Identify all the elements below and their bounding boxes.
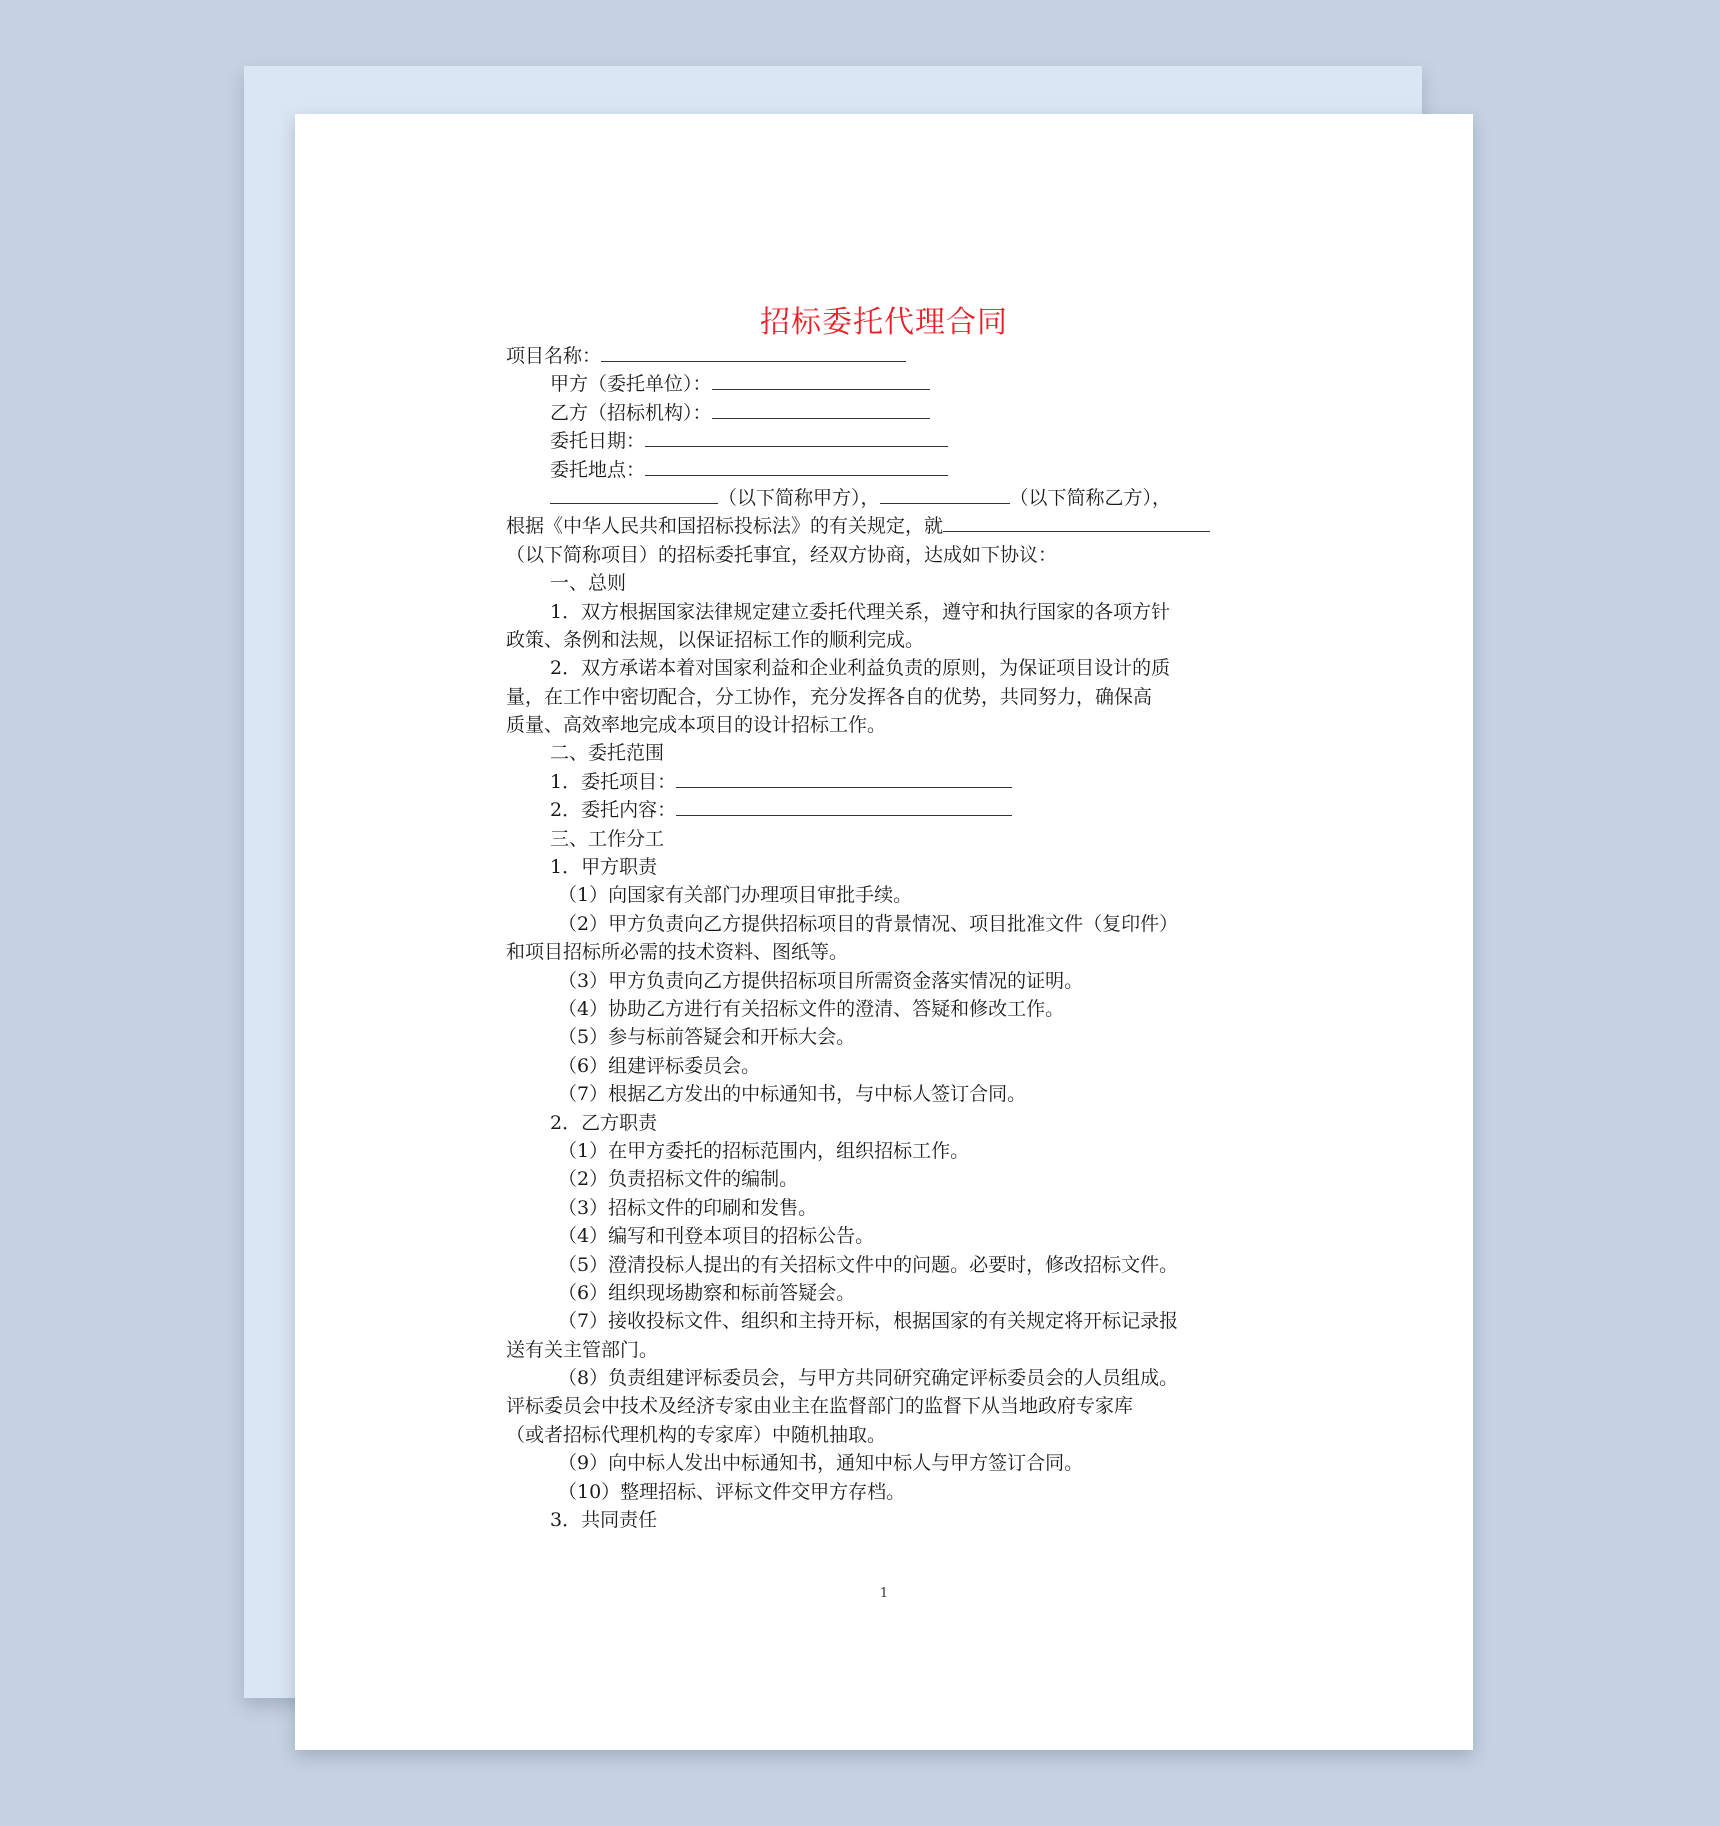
project-name-label: 项目名称： [506,345,602,367]
party-b-duty-6: （6）组织现场勘察和标前答疑会。 [558,1281,856,1304]
commission-place-line [506,456,1264,484]
commission-date-label: 委托日期： [550,430,646,453]
document-title: 招标委托代理合同 [760,305,1008,340]
party-b-line [506,399,1264,427]
party-a-label: 甲方（委托单位）： [550,373,712,396]
preamble-abbr-a: （以下简称甲方）， [718,486,880,509]
party-b-name-blank [880,484,1010,504]
section-1-item-1-line-1: 1．双方根据国家法律规定建立委托代理关系，遵守和执行国家的各项方针 [550,600,1171,623]
section-1-item-2-line-1: 2．双方承诺本着对国家利益和企业利益负责的原则，为保证项目设计的质 [550,657,1171,680]
preamble-line-3 [506,541,1264,569]
section-1-item-1-line-2: 政策、条例和法规，以保证招标工作的顺利完成。 [506,628,925,651]
preamble-abbr-b: （以下简称乙方）， [1009,486,1172,509]
section-1-item-2-line-3: 质量、高效率地完成本项目的设计招标工作。 [506,714,887,737]
section-2-heading: 二、委托范围 [550,742,665,765]
party-a-line [506,370,1264,398]
party-b-duty-7-line-2: 送有关主管部门。 [506,1338,659,1361]
joint-duties-heading: 3．共同责任 [550,1509,658,1532]
party-b-duty-1: （1）在甲方委托的招标范围内，组织招标工作。 [558,1139,970,1162]
party-b-duty-9: （9）向中标人发出中标通知书，通知中标人与甲方签订合同。 [558,1452,1084,1475]
section-1-item-2-line-2: 量，在工作中密切配合，分工协作，充分发挥各自的优势，共同努力，确保高 [506,685,1153,708]
section-2-item-1 [506,768,1264,796]
section-1-heading: 一、总则 [550,572,627,595]
preamble-basis: 根据《中华人民共和国招标投标法》的有关规定，就 [506,515,944,538]
commission-place-label: 委托地点： [550,458,646,481]
party-b-duty-3: （3）招标文件的印刷和发售。 [558,1196,818,1219]
party-b-duties-heading: 2．乙方职责 [550,1111,658,1134]
project-name-line [506,342,1264,370]
party-a-duty-2-line-1: （2）甲方负责向乙方提供招标项目的背景情况、项目批准文件（复印件） [558,912,1179,935]
party-b-blank [712,399,930,419]
party-b-duty-5: （5）澄清投标人提出的有关招标文件中的问题。必要时，修改招标文件。 [558,1253,1179,1276]
party-a-duty-3: （3）甲方负责向乙方提供招标项目所需资金落实情况的证明。 [558,969,1084,992]
preamble-agreement: （以下简称项目）的招标委托事宜，经双方协商，达成如下协议： [506,543,1058,566]
section-3-heading: 三、工作分工 [550,827,665,850]
party-a-blank [712,370,930,390]
party-a-duty-1: （1）向国家有关部门办理项目审批手续。 [558,884,913,907]
party-b-duty-10: （10）整理招标、评标文件交甲方存档。 [558,1480,906,1503]
commission-date-blank [645,427,948,447]
party-b-duty-8-line-2: 评标委员会中技术及经济专家由业主在监督部门的监督下从当地政府专家库 [506,1395,1134,1418]
party-b-label: 乙方（招标机构）： [550,401,712,424]
party-a-duty-2-line-2: 和项目招标所必需的技术资料、图纸等。 [506,941,849,964]
document-page [295,114,1473,1750]
party-a-name-blank [550,484,718,504]
commission-content-label: 2．委托内容： [550,799,677,822]
party-b-duty-4: （4）编写和刊登本项目的招标公告。 [558,1225,875,1248]
commission-project-label: 1．委托项目： [550,770,677,793]
preamble-line-2 [506,512,1264,540]
party-b-duty-7-line-1: （7）接收投标文件、组织和主持开标，根据国家的有关规定将开标记录报 [558,1310,1179,1333]
party-b-duty-8-line-3: （或者招标代理机构的专家库）中随机抽取。 [506,1423,887,1446]
project-blank [943,512,1210,532]
party-a-duties-heading: 1．甲方职责 [550,856,658,879]
project-name-blank [601,342,906,362]
party-a-duty-6: （6）组建评标委员会。 [558,1054,761,1077]
party-a-duty-4: （4）协助乙方进行有关招标文件的澄清、答疑和修改工作。 [558,997,1065,1020]
party-b-duty-2: （2）负责招标文件的编制。 [558,1168,799,1191]
section-2-item-2 [506,796,1264,824]
document-body [506,342,1264,1534]
preamble-line-1 [506,484,1264,512]
page-number: 1 [879,1586,889,1601]
party-a-duty-7: （7）根据乙方发出的中标通知书，与中标人签订合同。 [558,1083,1027,1106]
commission-project-blank [676,768,1012,788]
commission-date-line [506,427,1264,455]
party-a-duty-5: （5）参与标前答疑会和开标大会。 [558,1026,856,1049]
party-b-duty-8-line-1: （8）负责组建评标委员会，与甲方共同研究确定评标委员会的人员组成。 [558,1367,1179,1390]
commission-content-blank [676,796,1012,816]
commission-place-blank [645,456,948,476]
